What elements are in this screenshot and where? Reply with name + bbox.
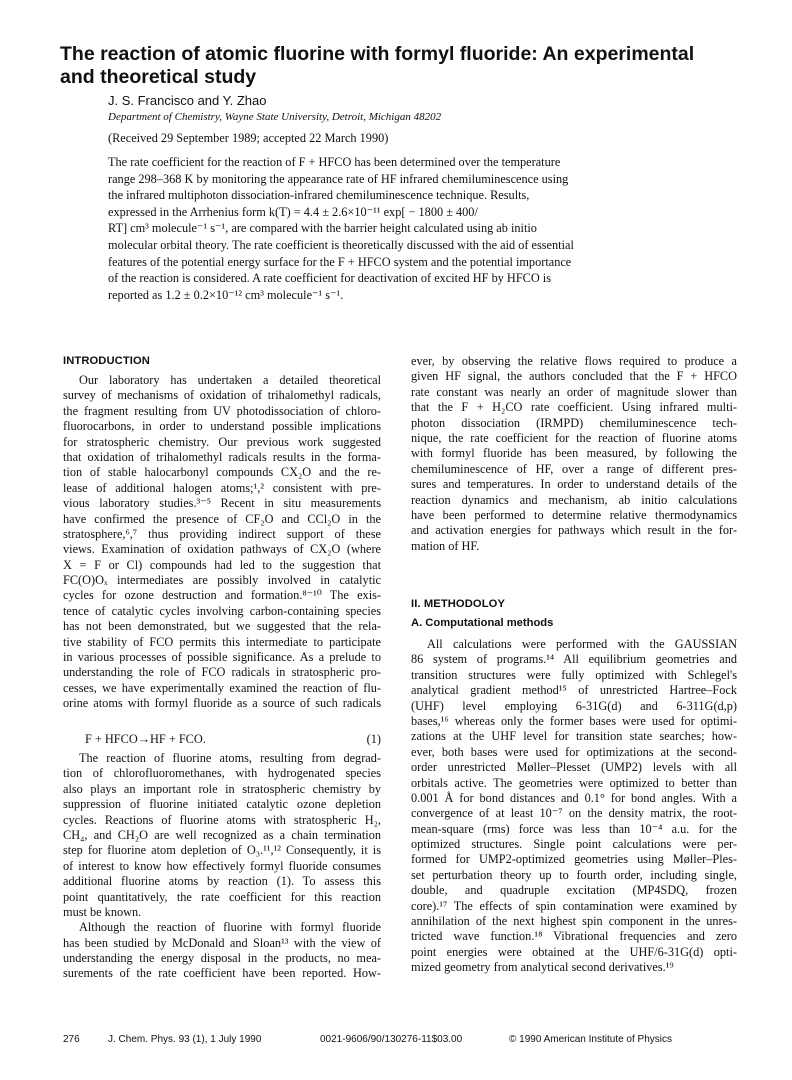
introduction-continuation: [411, 354, 737, 554]
introduction-heading: INTRODUCTION: [63, 355, 150, 367]
abstract-line: of the reaction is considered. A rate coefficient for deactivation of excited HF by HFCO is: [108, 271, 552, 286]
abstract-line: reported as 1.2 ± 0.2×10⁻¹² cm³ molecule⁻¹ s⁻¹.: [108, 287, 344, 302]
paper-title: [60, 43, 740, 88]
body-line: understanding the role of FCO radicals in stratospheric pro-: [63, 665, 381, 680]
body-line: transition structures were fully optimized with Schlegel's: [411, 667, 737, 682]
body-line: lease of additional halogen atoms;¹,² consistent with pre-: [63, 480, 381, 495]
body-line: have been performed to determine relative thermodynamics: [411, 507, 737, 522]
body-line: Although the reaction of fluorine with formyl fluoride: [79, 920, 381, 935]
body-line: double, and quadruple excitation (MP4SDQ, frozen: [411, 883, 737, 898]
body-line: All calculations were performed with the GAUSSIAN: [427, 637, 737, 651]
abstract-line: RT] cm³ molecule⁻¹ s⁻¹, are compared with the barrier height calculated using ab initio: [108, 221, 537, 236]
body-line: understanding the energy disposal in the products, no mea-: [63, 951, 381, 966]
body-line: of interest to know how effectively formyl fluoride consumes: [63, 858, 381, 873]
body-line: annihilation of the next highest spin component in the unres-: [411, 914, 737, 929]
body-line: 86 system of programs.¹⁴ All equilibrium geometries and: [411, 652, 737, 667]
body-line: also plays an important role in stratospheric chemistry by: [63, 781, 381, 796]
body-line: reaction dynamics and mechanism, ab initio calculations: [411, 492, 737, 507]
body-line: tence of catalytic cycles involving carbon-containing species: [63, 603, 381, 618]
body-line: FC(O)Oₓ intermediates are possibly involved in catalytic: [63, 573, 381, 588]
body-line: optimized structures. Single point calculations were per-: [411, 837, 737, 852]
page-number: 276: [63, 1034, 80, 1045]
body-line: point energies were obtained at the UHF/6-31G(d) opti-: [411, 944, 737, 959]
methodology-heading: II. METHODOLOY: [411, 598, 506, 610]
body-line: Our laboratory has undertaken a detailed theoretical: [79, 373, 381, 387]
body-line: has been studied by McDonald and Sloan¹³ with the view of: [63, 935, 381, 950]
body-line: and activation energies for pathways which result in the for-: [411, 523, 737, 538]
body-line: set perturbation theory up to fourth order, including single,: [411, 867, 737, 882]
body-line: 0.001 Å for bond distances and 0.1° for bond angles. With a: [411, 790, 737, 805]
body-line: analytical gradient method¹⁵ of unrestricted Hartree–Fock: [411, 683, 737, 698]
body-line: mation of HF.: [411, 538, 480, 553]
body-line: suppression of fluorine initiated catalytic ozone depletion: [63, 797, 381, 812]
body-line: tion of stable halocarbonyl compounds CX₂O and the re-: [63, 465, 381, 480]
body-line: tricted wave function.¹⁸ Vibrational frequencies and zero: [411, 929, 737, 944]
body-line: rate constant was nearly an order of magnitude slower than: [411, 384, 737, 399]
body-line: step for fluorine atom depletion of O₃.¹¹,¹² Consequently, it is: [63, 843, 381, 858]
copyright-notice: © 1990 American Institute of Physics: [509, 1034, 673, 1045]
body-line: in various processes of possible significance. As a prelude to: [63, 650, 381, 665]
body-line: survey of mechanisms of oxidation of trihalomethyl radicals,: [63, 388, 381, 403]
body-line: core).¹⁷ The effects of spin contamination were examined by: [411, 898, 737, 913]
body-line: orine atoms with formyl fluoride as a source of such radicals: [63, 696, 381, 711]
page-footer: [63, 1034, 743, 1048]
body-line: X = F or Cl) compounds had led to the suggestion that: [63, 557, 381, 572]
body-line: formed for UMP2-optimized geometries using Møller–Ples-: [411, 852, 737, 867]
journal-citation: J. Chem. Phys. 93 (1), 1 July 1990: [108, 1034, 262, 1045]
computational-methods-subheading: A. Computational methods: [411, 617, 554, 629]
body-line: have confirmed the presence of CF₂O and CCl₂O in the: [63, 511, 381, 526]
abstract-line: the infrared multiphoton dissociation-infrared chemiluminescence technique. Results,: [108, 188, 530, 203]
body-line: cycles for ozone destruction and formation.⁸⁻¹⁰ The exis-: [63, 588, 381, 603]
body-line: given HF signal, the authors concluded that the F + HFCO: [411, 369, 737, 384]
body-line: fluorocarbons, in order to understand possible implications: [63, 419, 381, 434]
body-line: photon dissociation (IRMPD) chemiluminescence tech-: [411, 415, 737, 430]
body-line: sures and temperatures. In order to understand details of the: [411, 477, 737, 492]
body-line: order unrestricted Møller–Plesset (UMP2) levels with all: [411, 760, 737, 775]
body-line: CH₄, and CH₂O are well recognized as a chain termination: [63, 827, 381, 842]
body-line: nique, the rate coefficient for the reaction of fluorine atoms: [411, 430, 737, 445]
body-line: views. Examination of oxidation pathways of CX₂O (where: [63, 542, 381, 557]
body-line: for stratospheric chemistry. Our previous work suggested: [63, 434, 381, 449]
body-line: has not been demonstrated, but we suggested that the rela-: [63, 619, 381, 634]
body-line: chemiluminescence of HF, over a range of different pres-: [411, 461, 737, 476]
received-date: (Received 29 September 1989; accepted 22 March 1990): [108, 131, 389, 145]
abstract-line: molecular orbital theory. The rate coefficient is theoretically discussed with the aid of essential: [108, 237, 574, 252]
abstract-line: The rate coefficient for the reaction of F + HFCO has been determined over the temperature: [108, 155, 561, 169]
title-line-2: and theoretical study: [60, 65, 257, 88]
abstract-line: range 298–368 K by monitoring the appearance rate of HF infrared chemiluminescence using: [108, 171, 569, 186]
body-line: tion of chlorofluoromethanes, with hydrogenated species: [63, 766, 381, 781]
body-line: point quantitatively, the rate coefficient for this reaction: [63, 889, 381, 904]
body-line: additional fluorine atoms by reaction (1). To assess this: [63, 874, 381, 889]
body-line: (UHF) level employing 6-31G(d) and 6-311G(d,p): [411, 698, 737, 713]
abstract: [108, 154, 748, 303]
equation-number: (1): [366, 732, 381, 746]
body-line: with formyl fluoride has been measured, by following the: [411, 446, 737, 461]
body-line: bases,¹⁶ whereas only the former bases were used for optimi-: [411, 713, 737, 728]
body-line: ever, by observing the relative flows required to produce a: [411, 354, 737, 368]
body-line: that oxidation of trihalomethyl radicals results in the forma-: [63, 449, 381, 464]
introduction-paragraph-2: [63, 751, 381, 982]
body-line: stratosphere,⁶,⁷ thus providing indirect support of these: [63, 526, 381, 541]
body-line: the fragment resulting from UV photodissociation of chloro-: [63, 403, 381, 418]
abstract-line: expressed in the Arrhenius form k(T) = 4.4 ± 2.6×10⁻¹¹ exp[ − 1800 ± 400/: [108, 204, 478, 219]
body-line: cycles. Reactions of fluorine atoms with stratospheric H₂,: [63, 812, 381, 827]
body-line: must be known.: [63, 904, 142, 919]
body-line: ever, both bases were used for optimizations at the second-: [411, 744, 737, 759]
body-line: that the F + H₂CO rate coefficient. Using infrared multi-: [411, 400, 737, 415]
methodology-paragraph: [411, 637, 737, 976]
body-line: mean-square (rms) force was less than 10⁻⁴ a.u. for the: [411, 821, 737, 836]
introduction-paragraph-1: [63, 373, 381, 712]
title-line-1: The reaction of atomic fluorine with formyl fluoride: An experimental: [60, 43, 695, 65]
body-line: zations at the UHF level for transition state searches; how-: [411, 729, 737, 744]
body-line: The reaction of fluorine atoms, resulting from degrad-: [79, 751, 381, 765]
body-line: convergence of at least 10⁻⁷ on the density matrix, the root-: [411, 806, 737, 821]
authors: J. S. Francisco and Y. Zhao: [108, 93, 267, 108]
body-line: mized geometry from analytical second derivatives.¹⁹: [411, 960, 674, 975]
body-line: vious laboratory studies.³⁻⁵ Recent in situ measurements: [63, 496, 381, 511]
body-line: cesses, we have experimentally examined the reaction of flu-: [63, 680, 381, 695]
body-line: orbitals active. The geometries were optimized to better than: [411, 775, 737, 790]
body-line: tive stability of FCO permits this intermediate to participate: [63, 634, 381, 649]
affiliation: Department of Chemistry, Wayne State University, Detroit, Michigan 48202: [108, 111, 442, 123]
article-code: 0021-9606/90/130276-11$03.00: [320, 1034, 463, 1045]
abstract-line: features of the potential energy surface for the F + HFCO system and the potential importance: [108, 254, 572, 269]
equation-text: F + HFCO→HF + FCO.: [85, 732, 206, 746]
body-line: surements of the rate coefficient have been reported. How-: [63, 966, 381, 981]
